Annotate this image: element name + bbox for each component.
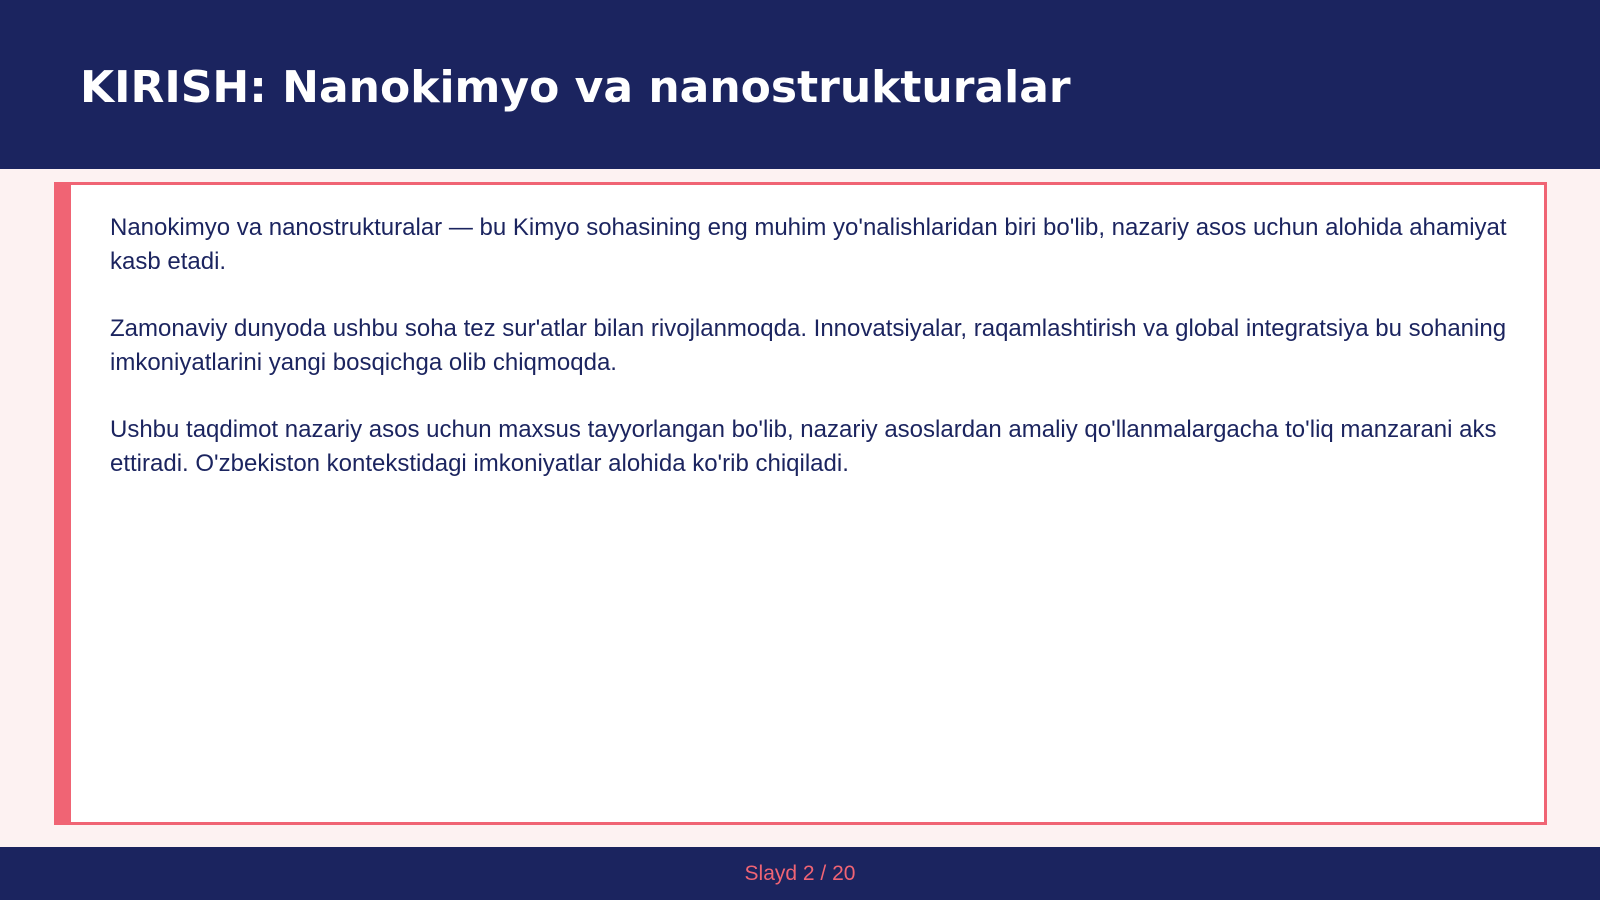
slide-title: KIRISH: Nanokimyo va nanostrukturalar: [80, 62, 1071, 113]
slide-header: [0, 0, 1600, 169]
content-card: [54, 182, 1547, 825]
slide-counter: Slayd 2 / 20: [744, 862, 856, 885]
paragraph-modern-world: Zamonaviy dunyoda ushbu soha tez sur'atlar bilan rivojlanmoqda. Innovatsiyalar, raqamlashtirish va global integratsiya bu sohaning imkoniyatlarini yangi bosqichga olib chiqmoqda.: [110, 315, 1507, 376]
paragraph-intro: Nanokimyo va nanostrukturalar — bu Kimyo sohasining eng muhim yo'nalishlaridan biri bo'lib, nazariy asos uchun alohida ahamiyat kasb etadi.: [110, 214, 1507, 275]
paragraph-presentation: Ushbu taqdimot nazariy asos uchun maxsus tayyorlangan bo'lib, nazariy asoslardan amaliy qo'llanmalargacha to'liq manzarani aks ettiradi. O'zbekiston kontekstidagi imkoniyatlar alohida ko'rib chiqiladi.: [110, 416, 1497, 477]
slide-footer: [0, 847, 1600, 900]
content-text: [110, 211, 1510, 514]
